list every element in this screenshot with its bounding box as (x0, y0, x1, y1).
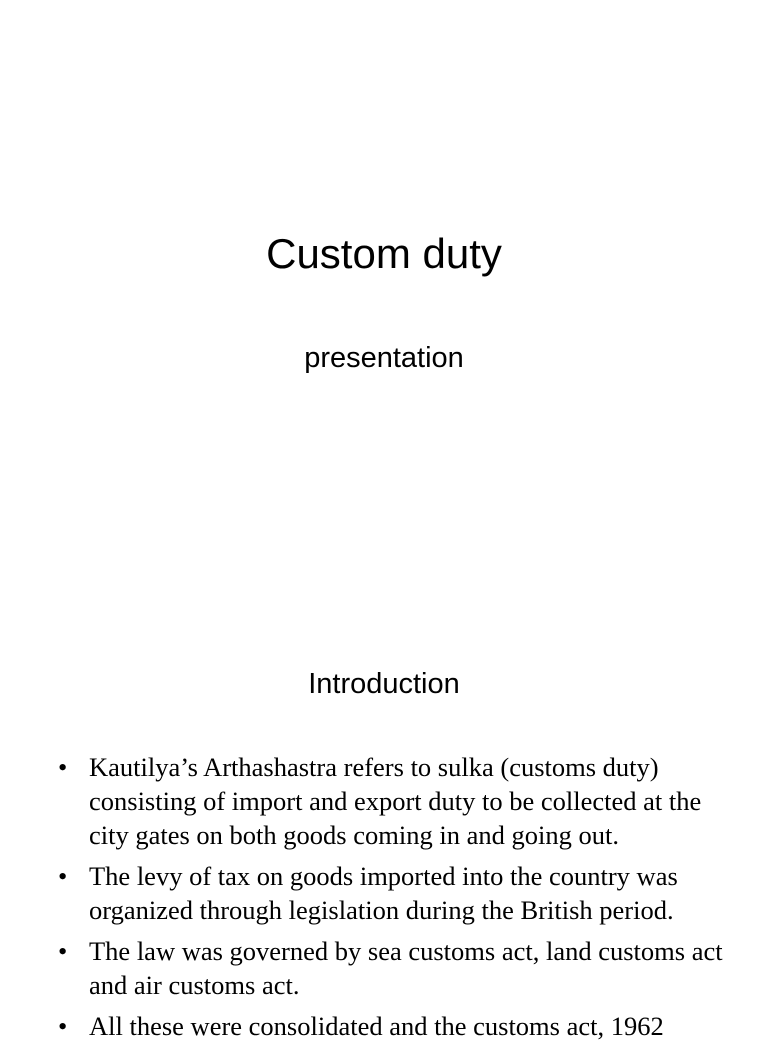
bullet-icon: • (58, 752, 68, 782)
bullet-icon: • (58, 861, 68, 891)
bullet-item (58, 859, 726, 927)
bullet-icon: • (58, 936, 68, 966)
bullet-text: All these were consolidated and the customs act, 1962 (89, 1011, 664, 1041)
bullet-list (58, 750, 726, 1050)
bullet-item (58, 1009, 726, 1043)
bullet-item (58, 750, 726, 852)
section-heading: Introduction (308, 668, 460, 700)
bullet-text: Kautilya’s Arthashastra refers to sulka (customs duty) consisting of import and export duty to be collected at the city gates on both goods coming in and going out. (89, 752, 702, 850)
bullet-text: The levy of tax on goods imported into the country was organized through legislation during the British period. (89, 861, 678, 925)
slide-subtitle: presentation (304, 342, 464, 374)
bullet-item (58, 934, 726, 1002)
slide-title: Custom duty (266, 230, 502, 277)
bullet-icon: • (58, 1011, 68, 1041)
bullet-text: The law was governed by sea customs act, land customs act and air customs act. (89, 936, 723, 1000)
